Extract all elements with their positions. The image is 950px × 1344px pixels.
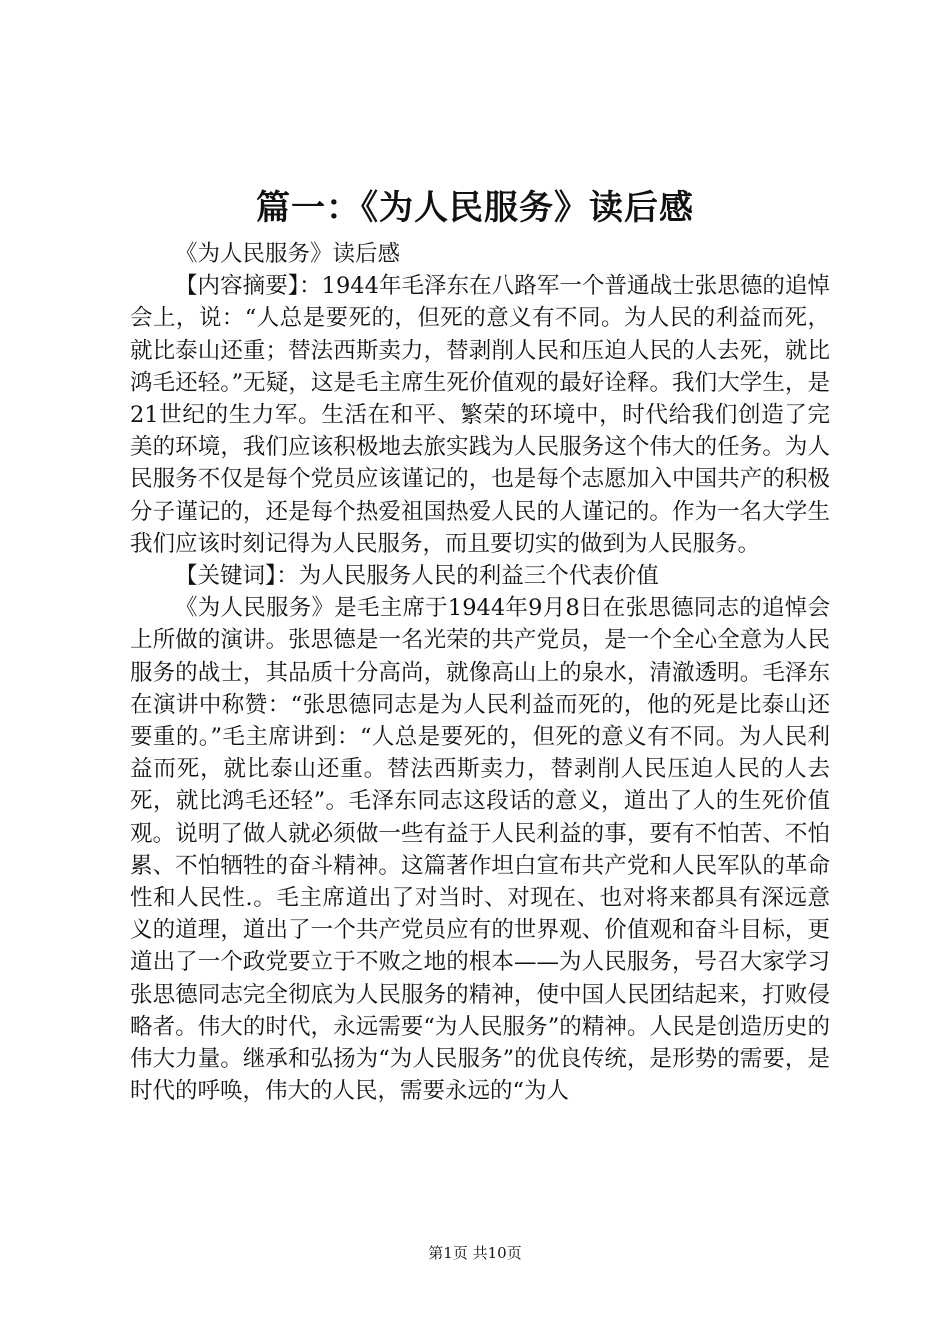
document-body [130, 238, 830, 1107]
main-paragraph: 《为人民服务》是毛主席于1944年9月8日在张思德同志的追悼会上所做的演讲。张思德是一名光荣的共产党员，是一个全心全意为人民服务的战士，其品质十分高尚，就像高山上的泉水，清澈透明。毛泽东在演讲中称赞：“张思德同志是为人民利益而死的，他的死是比泰山还要重的。”毛主席讲到：“人总是要死的，但死的意义有不同。为人民利益而死，就比泰山还重。替法西斯卖力，替剥削人民压迫人民的人去死，就比鸿毛还轻”。毛泽东同志这段话的意义，道出了人的生死价值观。说明了做人就必须做一些有益于人民利益的事，要有不怕苦、不怕累、不怕牺牲的奋斗精神。这篇著作坦白宣布共产党和人民军队的革命性和人民性.。毛主席道出了对当时、对现在、也对将来都具有深远意义的道理，道出了一个共产党员应有的世界观、价值观和奋斗目标，更道出了一个政党要立于不败之地的根本——为人民服务，号召大家学习张思德同志完全彻底为人民服务的精神，使中国人民团结起来，打败侵略者。伟大的时代，永远需要“为人民服务”的精神。人民是创造历史的伟大力量。继承和弘扬为“为人民服务”的优良传统，是形势的需要，是时代的呼唤，伟大的人民，需要永远的“为人 [130, 595, 830, 1105]
document-title: 篇一：《为人民服务》读后感 [256, 188, 694, 228]
abstract-paragraph: 【内容摘要】：1944年毛泽东在八路军一个普通战士张思德的追悼会上，说：“人总是要死的，但死的意义有不同。为人民的利益而死，就比泰山还重；替法西斯卖力，替剥削人民和压迫人民的人去死，就比鸿毛还轻。”无疑，这是毛主席生死价值观的最好诠释。我们大学生，是21世纪的生力军。生活在和平、繁荣的环境中，时代给我们创造了完美的环境，我们应该积极地去旅实践为人民服务这个伟大的任务。为人民服务不仅是每个党员应该谨记的，也是每个志愿加入中国共产的积极分子谨记的，还是每个热爱祖国热爱人民的人谨记的。作为一名大学生我们应该时刻记得为人民服务，而且要切实的做到为人民服务。 [130, 273, 830, 557]
page-number-footer: 第1页 共10页 [428, 1244, 522, 1262]
subtitle-paragraph: 《为人民服务》读后感 [175, 241, 401, 267]
keywords-paragraph: 【关键词】：为人民服务人民的利益三个代表价值 [175, 563, 659, 590]
